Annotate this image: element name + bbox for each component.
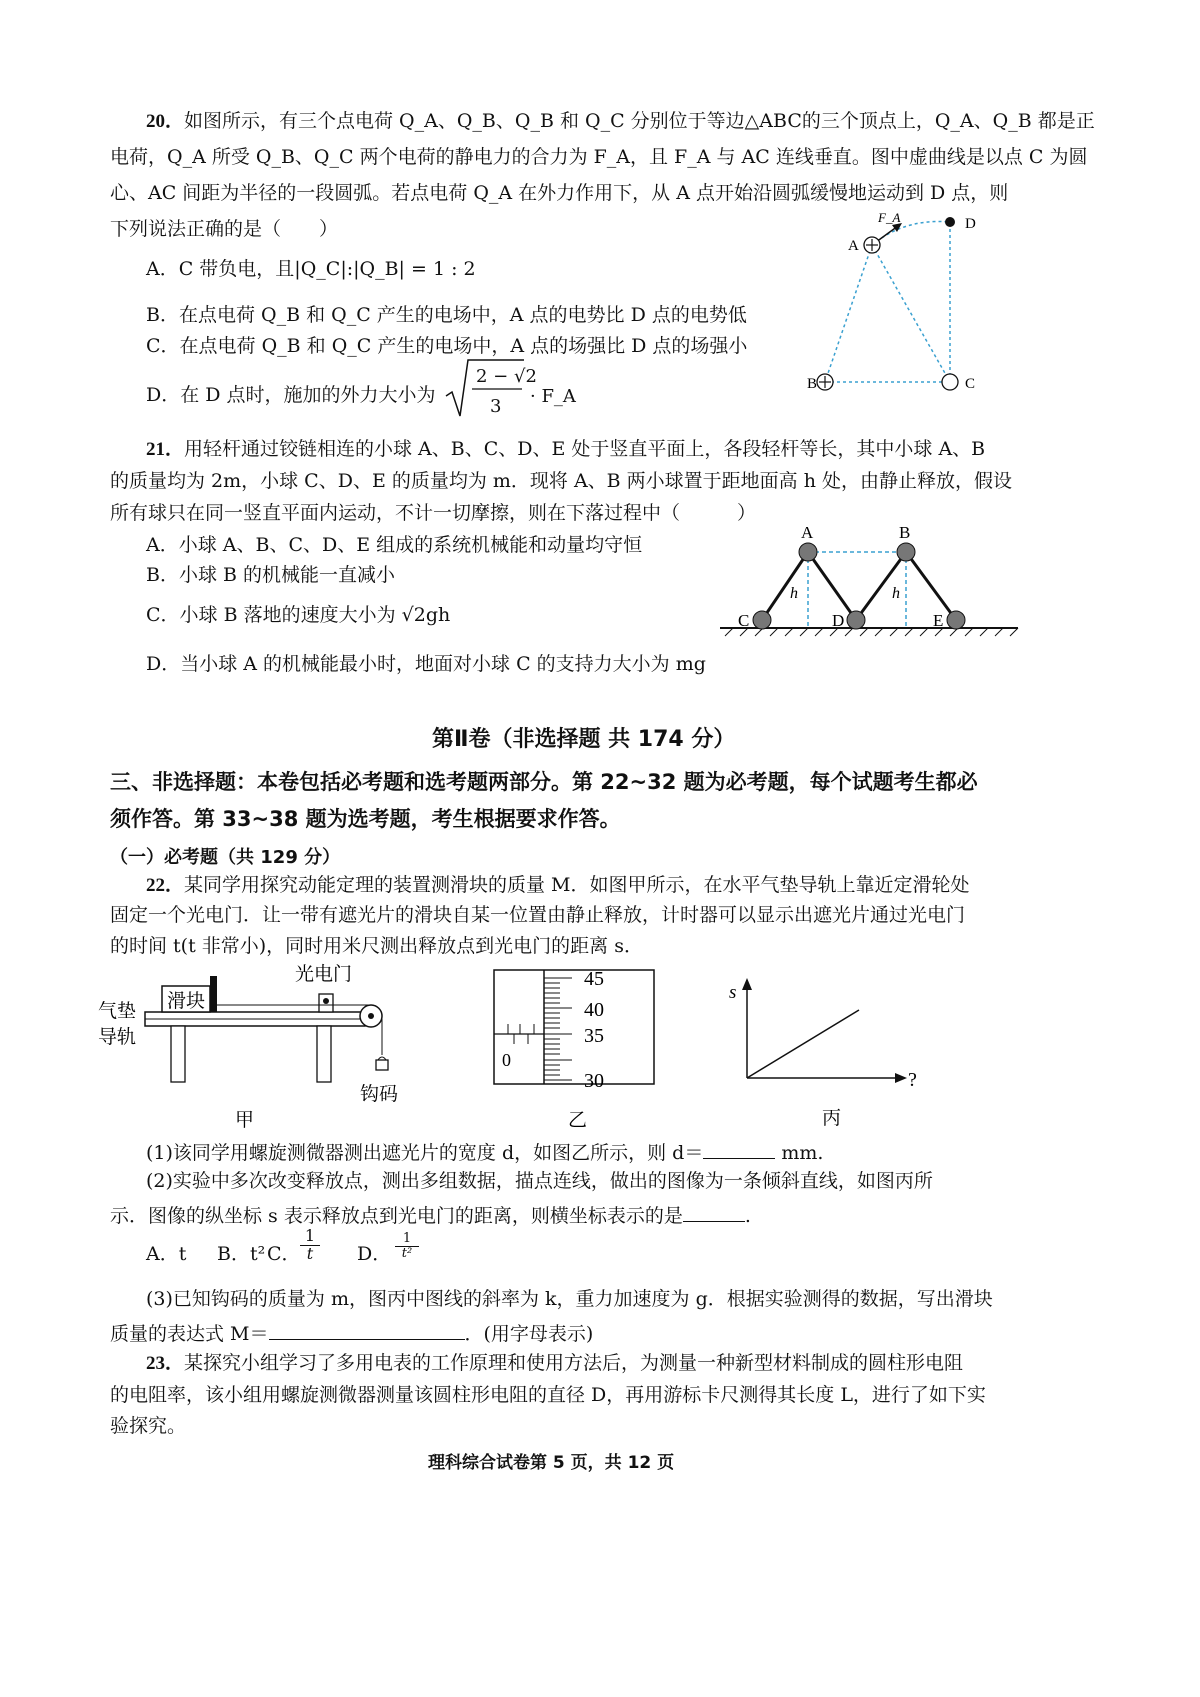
q20-figure (807, 210, 1010, 410)
q21-line-1: 21．用轻杆通过铰链相连的小球 A、B、C、D、E 处于竖直平面上，各段轻杆等长，其中小球 A、B (146, 438, 986, 460)
svg-text:0: 0 (502, 1050, 511, 1070)
q20-option-b: B．在点电荷 Q_B 和 Q_C 产生的电场中，A 点的电势比 D 点的电势低 (146, 304, 747, 326)
q22-option-d-fraction: 1 t² (395, 1232, 419, 1260)
svg-text:导轨: 导轨 (98, 1027, 137, 1048)
q22-line-3: 的时间 t(t 非常小)，同时用米尺测出释放点到光电门的距离 s． (110, 935, 643, 957)
q20-d-numerator: 2 − √2 (476, 366, 537, 387)
ball-e-icon (947, 611, 965, 629)
fig-bing (725, 972, 935, 1130)
svg-text:35: 35 (584, 1025, 604, 1047)
q22-number: 22． (146, 875, 185, 896)
q22-option-c: C． (267, 1243, 301, 1265)
label-c: C (965, 376, 976, 392)
q22-part-3-line-1: (3)已知钩码的质量为 m，图丙中图线的斜率为 k，重力加速度为 g．根据实验测得的数据，写出滑块 (146, 1288, 993, 1310)
q22-option-a: A．t (146, 1243, 187, 1265)
svg-text:钩码: 钩码 (360, 1084, 399, 1105)
q22-part-2-line-1: (2)实验中多次改变释放点，测出多组数据，描点连线，做出的图像为一条倾斜直线，如图丙所 (146, 1170, 933, 1192)
fig-jia (95, 960, 415, 1130)
q22-part-1: (1)该同学用螺旋测微器测出遮光片的宽度 d，如图乙所示，则 d＝ mm. (146, 1142, 824, 1164)
q21-option-c: C．小球 B 落地的速度大小为 √2gh (146, 604, 451, 626)
q21-option-b: B．小球 B 的机械能一直减小 (146, 564, 396, 586)
q20-number: 20． (146, 111, 185, 132)
svg-text:D: D (832, 611, 845, 630)
svg-text:A: A (801, 523, 814, 542)
q23-line-3: 验探究。 (110, 1415, 187, 1437)
svg-text:h: h (790, 585, 798, 602)
q20-line-2: 电荷，Q_A 所受 Q_B、Q_C 两个电荷的静电力的合力为 F_A，且 F_A 与 AC 连线垂直。图中虚曲线是以点 C 为圆 (110, 146, 1088, 168)
q21-figure (720, 520, 1020, 640)
q23-line-1: 23．某探究小组学习了多用电表的工作原理和使用方法后，为测量一种新型材料制成的圆柱形电阻 (146, 1352, 964, 1374)
q20-option-a: A．C 带负电，且|Q_C|:|Q_B| = 1 : 2 (146, 258, 476, 280)
q21-option-a: A．小球 A、B、C、D、E 组成的系统机械能和动量均守恒 (146, 534, 643, 556)
svg-text:乙: 乙 (568, 1110, 588, 1131)
q20-option-d: D．在 D 点时，施加的外力大小为 (146, 384, 436, 406)
q20-line-3: 心、AC 间距为半径的一段圆弧。若点电荷 Q_A 在外力作用下，从 A 点开始沿圆弧缓慢地运动到 D 点，则 (110, 182, 1009, 204)
q23-number: 23． (146, 1353, 185, 1374)
q21-option-d: D．当小球 A 的机械能最小时，地面对小球 C 的支持力大小为 mg (146, 653, 706, 675)
charge-c-icon (942, 374, 958, 390)
svg-text:40: 40 (584, 999, 604, 1021)
q22-part-2-line-2: 示．图像的纵坐标 s 表示释放点到光电门的距离，则横坐标表示的是 . (110, 1205, 751, 1227)
q20-d-suffix: · F_A (530, 386, 576, 407)
section-instruction-1: 三、非选择题：本卷包括必考题和选考题两部分。第 22~32 题为必考题，每个试题考生都必 (110, 770, 978, 794)
q21-line-3: 所有球只在同一竖直平面内运动，不计一切摩擦，则在下落过程中（ ） (110, 502, 757, 524)
svg-text:光电门: 光电门 (295, 964, 353, 985)
svg-text:?: ? (908, 1069, 917, 1091)
svg-text:丙: 丙 (822, 1108, 842, 1129)
q22-answer-blank-1 (703, 1140, 775, 1159)
q22-line-1: 22．某同学用探究动能定理的装置测滑块的质量 M．如图甲所示，在水平气垫导轨上靠近定滑轮处 (146, 874, 970, 896)
svg-text:h: h (892, 585, 900, 602)
section-instruction-2: 须作答。第 33~38 题为选考题，考生根据要求作答。 (110, 807, 621, 831)
svg-text:C: C (738, 611, 750, 630)
svg-text:B: B (899, 523, 911, 542)
q22-option-b: B．t² (217, 1243, 266, 1265)
label-a: A (848, 238, 859, 254)
q22-line-2: 固定一个光电门．让一带有遮光片的滑块自某一位置由静止释放，计时器可以显示出遮光片通过光电门 (110, 904, 966, 926)
label-fa: F_A (878, 210, 901, 225)
svg-text:甲: 甲 (235, 1110, 255, 1131)
ball-b-icon (897, 543, 915, 561)
svg-text:s: s (729, 982, 737, 1003)
page-footer: 理科综合试卷第 5 页，共 12 页 (428, 1453, 675, 1473)
q22-option-c-fraction: 1 t (300, 1228, 320, 1263)
q21-number: 21． (146, 439, 185, 460)
q20-option-d-formula (444, 356, 584, 420)
svg-text:E: E (933, 611, 944, 630)
q22-answer-blank-2 (683, 1203, 745, 1222)
label-d: D (965, 216, 976, 232)
ball-c-icon (753, 611, 771, 629)
q20-line-4: 下列说法正确的是（ ） (110, 218, 339, 240)
q22-option-d: D． (357, 1243, 392, 1265)
q22-part-3-line-2: 质量的表达式 M＝ ．(用字母表示) (110, 1323, 594, 1345)
ball-a-icon (799, 543, 817, 561)
ball-d-icon (847, 611, 865, 629)
q20-d-denominator: 3 (490, 396, 502, 417)
svg-text:滑块: 滑块 (167, 991, 206, 1012)
subsection-title: （一）必考题（共 129 分） (110, 847, 341, 868)
q20-line-1: 20．如图所示，有三个点电荷 Q_A、Q_B、Q_B 和 Q_C 分别位于等边△ABC的三个顶点上，Q_A、Q_B 都是正 (146, 110, 1095, 132)
svg-text:30: 30 (584, 1070, 604, 1092)
q23-line-2: 的电阻率，该小组用螺旋测微器测量该圆柱形电阻的直径 D，再用游标卡尺测得其长度 L，进行了如下实 (110, 1384, 986, 1406)
q22-answer-blank-3 (269, 1321, 465, 1340)
svg-text:45: 45 (584, 968, 604, 990)
fig-yi (480, 962, 670, 1130)
q21-line-2: 的质量均为 2m，小球 C、D、E 的质量均为 m．现将 A、B 两小球置于距地面高 h 处，由静止释放，假设 (110, 470, 1013, 492)
point-d-icon (945, 217, 955, 227)
q20-option-c: C．在点电荷 Q_B 和 Q_C 产生的电场中，A 点的场强比 D 点的场强小 (146, 335, 748, 357)
label-b: B (807, 376, 818, 392)
svg-text:气垫: 气垫 (98, 1001, 137, 1022)
section-title: 第Ⅱ卷（非选择题 共 174 分） (432, 727, 736, 752)
